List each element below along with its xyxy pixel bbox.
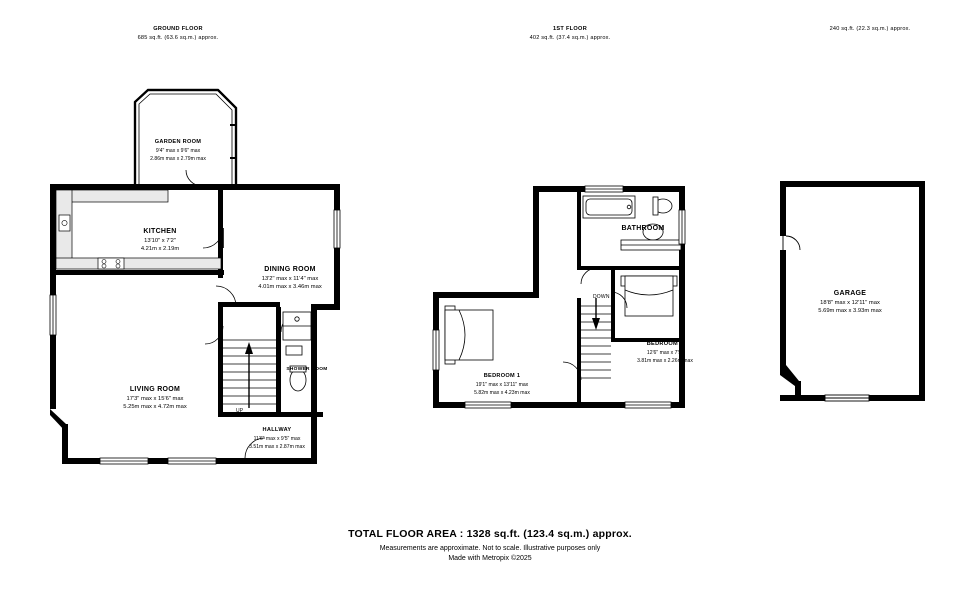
first-floor-title: 1ST FLOOR [552, 26, 588, 32]
garage-door [780, 236, 800, 250]
garage-window [825, 395, 869, 401]
ground-floor-internal-walls [54, 184, 323, 417]
room-label-bedroom1: BEDROOM 1 19'1" max x 13'11" max 5.82m max x 4.23m max [474, 373, 530, 397]
footer-credit: Made with Metropix ©2025 [448, 555, 532, 562]
bedroom1-furniture [445, 306, 493, 364]
room-label-kitchen: KITCHEN 13'10" x 7'2" 4.21m x 2.19m [140, 228, 180, 253]
first-floor-header [450, 25, 690, 43]
shower-room-fixtures [283, 312, 311, 391]
first-floor-area: 402 sq.ft. (37.4 sq.m.) approx. [529, 35, 611, 41]
garage-header [750, 25, 980, 34]
footer [0, 528, 980, 564]
ground-floor-header [58, 25, 298, 43]
stairs-down-label: DOWN [593, 294, 610, 300]
staircase [223, 332, 276, 412]
footer-disclaimer: Measurements are approximate. Not to scale. Illustrative purposes only [379, 545, 601, 552]
room-label-garden-room: GARDEN ROOM 9'4" max x 9'6" max 2.86m max x 2.79m max [150, 139, 206, 163]
room-label-living-room: LIVING ROOM 17'3" max x 15'6" max 5.25m max x 4.72m max [123, 386, 187, 411]
ground-floor-area: 685 sq.ft. (63.6 sq.m.) approx. [137, 35, 219, 41]
ground-floor-title: GROUND FLOOR [153, 26, 203, 32]
room-label-bedroom2: BEDROOM 2 12'6" max x 7'5" 3.81m max x 2.26m max [637, 341, 693, 365]
room-label-garage: GARAGE 18'8" max x 12'11" max 5.69m max x 3.93m max [818, 290, 882, 315]
garage-area: 240 sq.ft. (22.3 sq.m.) approx. [829, 26, 911, 32]
bedroom2-furniture [621, 240, 681, 316]
total-floor-area: TOTAL FLOOR AREA : 1328 sq.ft. (123.4 sq.m.) approx. [348, 528, 632, 540]
room-label-shower-room: SHOWER ROOM [286, 367, 328, 372]
room-label-bathroom: BATHROOM [621, 225, 665, 232]
room-label-dining-room: DINING ROOM 13'2" max x 11'4" max 4.01m max x 3.46m max [258, 266, 322, 291]
stairs-up-label: UP [236, 408, 244, 414]
room-label-hallway: HALLWAY 11'6" max x 9'5" max 3.51m max x 2.87m max [249, 427, 305, 451]
